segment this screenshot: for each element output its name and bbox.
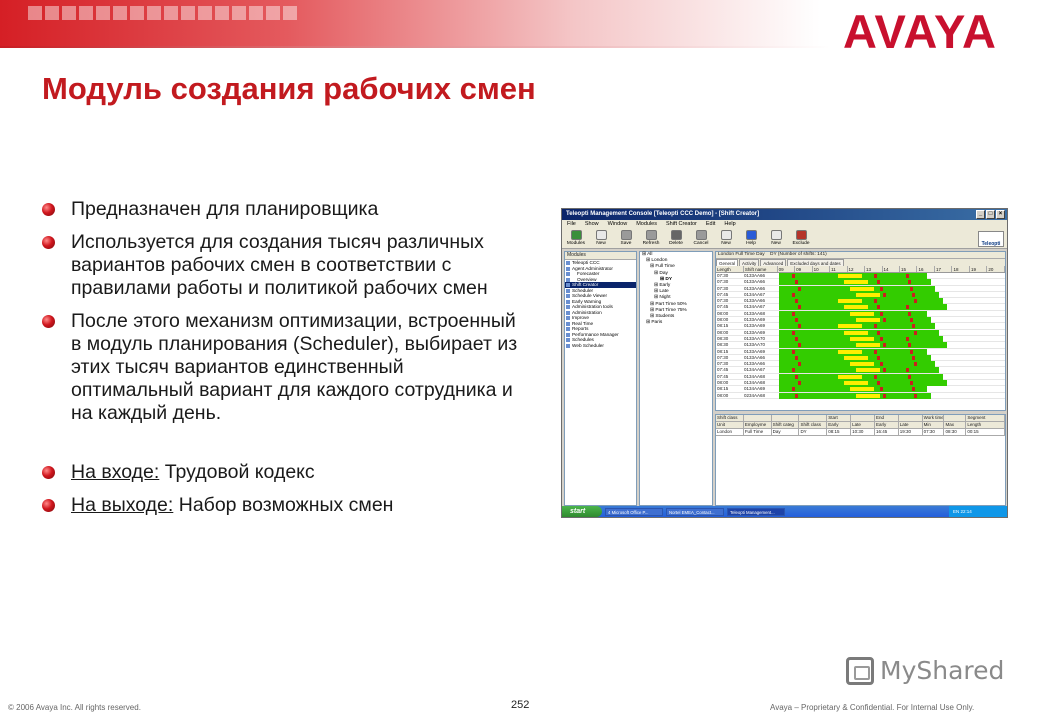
shift-break-marker <box>795 356 798 360</box>
maximize-icon[interactable]: □ <box>986 210 995 219</box>
shift-length: 08:15 <box>717 386 729 392</box>
lower-cell: 08:15 <box>827 429 851 435</box>
module-item[interactable]: Administration <box>565 310 636 316</box>
shift-length: 08:00 <box>717 392 729 398</box>
toolbar-button[interactable]: Exclude <box>791 230 811 247</box>
shift-break-marker <box>798 381 801 385</box>
shift-work-segment <box>779 317 931 323</box>
shift-bar <box>778 304 1005 309</box>
shift-break-marker <box>877 305 880 309</box>
watermark-text: MyShared <box>880 656 1005 685</box>
shift-break-marker <box>910 350 913 354</box>
shift-bar <box>778 298 1005 303</box>
shift-bar <box>778 355 1005 360</box>
shift-lunch-segment <box>838 350 862 354</box>
page-number: 252 <box>511 699 530 711</box>
toolbar <box>562 229 1007 249</box>
grid-tab[interactable]: Excluded days and dates <box>787 259 843 266</box>
tree-item[interactable]: ⊞ DY <box>660 276 673 282</box>
shift-break-marker <box>906 368 909 372</box>
shift-break-marker <box>792 368 795 372</box>
shift-break-marker <box>795 299 798 303</box>
shift-name: 0133AA66 <box>744 279 766 285</box>
bullet-icon <box>42 236 55 249</box>
taskbar-item[interactable]: Nortel EMEA_Contact... <box>666 508 724 516</box>
lower-cell: Shift class <box>716 415 744 421</box>
menu-item[interactable]: Show <box>584 221 599 227</box>
grid-column-header: 13 <box>865 266 882 272</box>
grid-column-header: 15 <box>900 266 917 272</box>
shift-break-marker <box>912 293 915 297</box>
grid-column-header: 14 <box>883 266 900 272</box>
tree-item[interactable]: ⊞ Part Time 75% <box>650 307 687 313</box>
lower-cell: 10:30 <box>851 429 875 435</box>
bullet-item: На выходе: Набор возможных смен <box>40 494 520 517</box>
toolbar-button[interactable]: Help <box>741 230 761 247</box>
shift-length: 07:30 <box>717 298 729 304</box>
module-item[interactable]: Real Time <box>565 321 636 327</box>
shift-bar <box>778 292 1005 297</box>
shift-break-marker <box>795 394 798 398</box>
shift-break-marker <box>883 318 886 322</box>
lower-cell: Shift class <box>799 422 827 428</box>
module-item[interactable]: Web Scheduler <box>565 343 636 349</box>
shift-break-marker <box>906 274 909 278</box>
module-item[interactable]: Improve <box>565 315 636 321</box>
toolbar-button[interactable]: Delete <box>666 230 686 247</box>
watermark-icon <box>846 657 874 685</box>
shift-name: 0133AA66 <box>744 273 766 278</box>
toolbar-icon <box>621 230 632 240</box>
tree-item[interactable]: ⊞ Students <box>650 314 675 320</box>
shift-name: 0133AA66 <box>744 354 766 360</box>
lower-cell <box>744 415 772 421</box>
minimize-icon[interactable]: _ <box>976 210 985 219</box>
shift-break-marker <box>792 387 795 391</box>
shift-break-marker <box>877 356 880 360</box>
bullet-icon <box>42 203 55 216</box>
shift-lunch-segment <box>844 280 868 284</box>
lower-cell: London <box>716 429 744 435</box>
shift-break-marker <box>880 337 883 341</box>
shift-grid-panel <box>715 251 1006 411</box>
menu-bar <box>562 220 1007 229</box>
toolbar-icon <box>771 230 782 240</box>
toolbar-icon <box>596 230 607 240</box>
shift-break-marker <box>880 362 883 366</box>
lower-cell: Start <box>827 415 851 421</box>
shift-name: 0133AA70 <box>744 335 766 341</box>
grid-tab[interactable]: Advanced <box>760 259 786 266</box>
tree-item[interactable]: ⊞ Paris <box>646 320 663 326</box>
lower-cell: 16:45 <box>875 429 899 435</box>
toolbar-button[interactable]: Cancel <box>691 230 711 247</box>
shift-break-marker <box>910 318 913 322</box>
lower-cell: 07:30 <box>923 429 945 435</box>
lower-cell: Employme <box>744 422 772 428</box>
shift-length: 07:30 <box>717 279 729 285</box>
shift-bar <box>778 323 1005 328</box>
shift-length: 07:45 <box>717 373 729 379</box>
shift-break-marker <box>914 299 917 303</box>
shift-break-marker <box>874 324 877 328</box>
menu-item[interactable]: File <box>567 221 576 227</box>
lower-cell <box>899 415 923 421</box>
modules-panel <box>564 251 637 506</box>
header-band <box>0 0 820 46</box>
lower-cell: DY <box>799 429 827 435</box>
shift-length: 07:45 <box>717 304 729 310</box>
shift-name: 0234AA68 <box>744 392 766 398</box>
shift-break-marker <box>914 394 917 398</box>
module-item[interactable]: Overview <box>565 277 636 283</box>
toolbar-icon <box>671 230 682 240</box>
app-screenshot <box>561 208 1008 518</box>
grid-column-header: 09 <box>778 266 795 272</box>
shift-lunch-segment <box>844 356 868 360</box>
window-titlebar: Teleopti Management Console [Teleopti CCC Demo] - [Shift Creator] _ □ × <box>562 209 1007 220</box>
shift-bar <box>778 361 1005 366</box>
module-item[interactable]: Agent Administrator <box>565 266 636 272</box>
shift-lunch-segment <box>844 381 868 385</box>
shift-bar <box>778 311 1005 316</box>
taskbar <box>562 506 1007 517</box>
shift-lunch-segment <box>838 375 862 379</box>
shift-break-marker <box>912 324 915 328</box>
grid-column-header: 11 <box>830 266 847 272</box>
shift-break-marker <box>795 318 798 322</box>
grid-column-header: 12 <box>848 266 865 272</box>
shift-break-marker <box>914 362 917 366</box>
module-item[interactable]: Early Warning <box>565 299 636 305</box>
shift-break-marker <box>792 312 795 316</box>
toolbar-button[interactable]: Refresh <box>641 230 661 247</box>
shift-bar <box>778 393 1005 398</box>
module-item[interactable]: Scheduler <box>565 288 636 294</box>
grid-column-header: 16 <box>917 266 934 272</box>
lower-cell: Length <box>966 422 1005 428</box>
shift-lunch-segment <box>838 274 862 278</box>
grid-column-header: Length <box>716 266 744 272</box>
lower-cell <box>799 415 827 421</box>
grid-column-header: 18 <box>952 266 969 272</box>
shift-break-marker <box>798 324 801 328</box>
shift-break-marker <box>877 280 880 284</box>
bullet-icon <box>42 466 55 479</box>
shift-length: 07:30 <box>717 273 729 278</box>
header-rule <box>0 46 830 48</box>
toolbar-button[interactable]: New <box>716 230 736 247</box>
lower-cell <box>944 415 966 421</box>
shift-bar <box>778 380 1005 385</box>
tree-item[interactable]: ⊞ London <box>646 258 668 264</box>
lower-cell: Early <box>875 422 899 428</box>
tree-item[interactable]: ⊞ Day <box>654 270 668 276</box>
shift-break-marker <box>912 387 915 391</box>
shift-break-marker <box>880 287 883 291</box>
toolbar-icon <box>646 230 657 240</box>
shift-lunch-segment <box>838 299 862 303</box>
shift-break-marker <box>874 274 877 278</box>
teleopti-badge: Teleopti <box>978 231 1004 247</box>
toolbar-button[interactable]: Save <box>616 230 636 247</box>
shift-lunch-segment <box>856 394 880 398</box>
shift-name: 0133AA69 <box>744 323 766 329</box>
lower-cell <box>851 415 875 421</box>
shift-break-marker <box>910 287 913 291</box>
shift-length: 08:30 <box>717 342 729 348</box>
shift-lunch-segment <box>856 293 880 297</box>
menu-item[interactable]: Edit <box>705 221 716 227</box>
shift-break-marker <box>795 375 798 379</box>
taskbar-item[interactable]: Teleopti Management... <box>727 508 785 516</box>
shift-name: 0133AA70 <box>744 342 766 348</box>
grid-tab[interactable]: General <box>716 259 738 266</box>
shift-bar <box>778 336 1005 341</box>
lower-cell: Unit <box>716 422 744 428</box>
module-item[interactable]: Reports <box>565 326 636 332</box>
shift-break-marker <box>874 375 877 379</box>
grid-header <box>716 266 1005 273</box>
module-item[interactable]: Teleopti CCC <box>565 260 636 266</box>
shift-length: 07:45 <box>717 291 729 297</box>
lower-cell: Min <box>923 422 945 428</box>
menu-item[interactable]: Shift Creator <box>666 221 697 227</box>
grid-column-header: 09 <box>795 266 812 272</box>
shift-break-marker <box>798 287 801 291</box>
shift-length: 07:30 <box>717 361 729 367</box>
module-item[interactable]: Schedules <box>565 337 636 343</box>
lower-cell: Early <box>827 422 851 428</box>
shift-name: 0133AA69 <box>744 329 766 335</box>
output-label: На выходе: <box>71 494 174 516</box>
shift-class-panel <box>715 414 1006 506</box>
watermark <box>846 656 1004 685</box>
bullet-item: Используется для создания тысяч различных вариантов рабочих смен в соответствии с правилами работы и политикой рабочих смен <box>40 231 520 300</box>
shift-tree-panel <box>639 251 713 506</box>
copyright: © 2006 Avaya Inc. All rights reserved. <box>8 703 141 712</box>
toolbar-icon <box>746 230 757 240</box>
tree-item[interactable]: ⊞ All <box>642 252 653 257</box>
shift-break-marker <box>798 362 801 366</box>
module-item[interactable]: Administration tools <box>565 304 636 310</box>
shift-lunch-segment <box>850 337 874 341</box>
shift-bar <box>778 349 1005 354</box>
shift-lunch-segment <box>850 287 874 291</box>
shift-break-marker <box>908 312 911 316</box>
shift-bar <box>778 330 1005 335</box>
shift-break-marker <box>795 280 798 284</box>
shift-lunch-segment <box>850 387 874 391</box>
lower-cell: Work time <box>923 415 944 420</box>
toolbar-icon <box>721 230 732 240</box>
input-label: На входе: <box>71 461 160 483</box>
grid-column-header: 20 <box>987 266 1004 272</box>
shift-break-marker <box>910 381 913 385</box>
shift-length: 08:00 <box>717 329 729 335</box>
module-item[interactable]: Performance Manager <box>565 332 636 338</box>
shift-name: 0134AA67 <box>744 367 766 373</box>
page-title: Модуль создания рабочих смен <box>42 71 536 106</box>
shift-name: 0133AA68 <box>744 310 766 316</box>
shift-break-marker <box>792 274 795 278</box>
shift-length: 08:15 <box>717 323 729 329</box>
bullet-item: После этого механизм оптимизации, встроенный в модуль планирования (Scheduler), выбирает из этих тысяч вариантов единственный оптимальный вариант для каждого сотрудника и на каждый день. <box>40 310 520 425</box>
grid-column-header: 10 <box>813 266 830 272</box>
shift-break-marker <box>883 293 886 297</box>
lower-cell: 00:15 <box>966 429 1005 435</box>
shift-break-marker <box>798 343 801 347</box>
shift-length: 07:30 <box>717 354 729 360</box>
shift-name: 0133AA66 <box>744 361 766 367</box>
bullet-icon <box>42 499 55 512</box>
shift-lunch-segment <box>844 305 868 309</box>
shift-break-marker <box>877 331 880 335</box>
bullet-item: Предназначен для планировщика <box>40 198 520 221</box>
lower-cell: 08:30 <box>944 429 966 435</box>
lower-cell: Max <box>944 422 966 428</box>
shift-break-marker <box>874 299 877 303</box>
menu-item[interactable]: Help <box>724 221 736 227</box>
menu-item[interactable]: Window <box>607 221 628 227</box>
bullet-icon <box>42 315 55 328</box>
shift-lunch-segment <box>850 312 874 316</box>
shift-bar <box>778 273 1005 278</box>
shift-name: 0134AA67 <box>744 304 766 310</box>
shift-break-marker <box>883 343 886 347</box>
shift-break-marker <box>792 331 795 335</box>
shift-lunch-segment <box>856 343 880 347</box>
shift-bar <box>778 374 1005 379</box>
taskbar-clock: EN 22:14 <box>949 506 1007 517</box>
avaya-logo: AVAYA <box>843 5 997 58</box>
header-squares <box>28 6 297 20</box>
shift-length: 08:00 <box>717 317 729 323</box>
bullet-list <box>40 198 520 527</box>
shift-name: 0134AA67 <box>744 291 766 297</box>
start-button[interactable]: start <box>562 506 602 517</box>
lower-cell: Late <box>851 422 875 428</box>
toolbar-icon <box>571 230 582 240</box>
toolbar-icon <box>796 230 807 240</box>
shift-name: 0134AA68 <box>744 373 766 379</box>
toolbar-button[interactable]: Modules <box>566 230 586 247</box>
shift-break-marker <box>914 331 917 335</box>
shift-break-marker <box>792 350 795 354</box>
tree-item[interactable]: ⊞ Part Time 50% <box>650 301 687 307</box>
lower-cell <box>772 415 800 421</box>
shift-lunch-segment <box>838 324 862 328</box>
lower-cell: Day <box>772 429 800 435</box>
close-icon[interactable]: × <box>996 210 1005 219</box>
tree-item[interactable]: ⊞ Night <box>654 295 671 301</box>
shift-name: 0133AA69 <box>744 348 766 354</box>
shift-break-marker <box>883 394 886 398</box>
lower-cell: End <box>875 415 899 421</box>
shift-break-marker <box>792 293 795 297</box>
shift-bar <box>778 279 1005 284</box>
lower-cell: Full Time <box>744 429 772 435</box>
shift-break-marker <box>908 280 911 284</box>
shift-name: 0134AA68 <box>744 380 766 386</box>
shift-length: 08:00 <box>717 310 729 316</box>
grid-column-header: 17 <box>935 266 952 272</box>
lower-cell: Late <box>899 422 923 428</box>
module-item[interactable]: Schedule Viewer <box>565 293 636 299</box>
shift-break-marker <box>912 356 915 360</box>
toolbar-button[interactable]: New <box>591 230 611 247</box>
toolbar-icon <box>696 230 707 240</box>
shift-break-marker <box>908 375 911 379</box>
lower-cell: Segment <box>966 415 1005 421</box>
confidential-note: Avaya – Proprietary & Confidential. For Internal Use Only. <box>770 703 975 712</box>
shift-lunch-segment <box>850 362 874 366</box>
tree-item[interactable]: ⊞ Early <box>654 283 671 289</box>
grid-column-header: 19 <box>970 266 987 272</box>
shift-lunch-segment <box>844 331 868 335</box>
grid-tabs <box>716 259 1005 266</box>
shift-length: 08:30 <box>717 335 729 341</box>
shift-break-marker <box>877 381 880 385</box>
table-row[interactable] <box>716 393 1005 399</box>
shift-lunch-segment <box>856 368 880 372</box>
modules-header: Modules <box>565 252 636 260</box>
shift-break-marker <box>798 305 801 309</box>
toolbar-button[interactable]: New <box>766 230 786 247</box>
grid-title: London Full Time Day DY (Number of shifts: 141) <box>716 252 1005 259</box>
shift-length: 07:30 <box>717 285 729 291</box>
shift-length: 08:00 <box>717 380 729 386</box>
shift-name: 0133AA69 <box>744 317 766 323</box>
module-item[interactable]: Shift Creator <box>565 282 636 288</box>
shift-break-marker <box>883 368 886 372</box>
shift-name: 0134AA69 <box>744 386 766 392</box>
shift-bar <box>778 386 1005 391</box>
lower-cell: 19:30 <box>899 429 923 435</box>
shift-bar <box>778 317 1005 322</box>
menu-item[interactable]: Modules <box>636 221 657 227</box>
lower-cell: Shift categ <box>772 422 800 428</box>
module-item[interactable]: Forecaster <box>565 271 636 277</box>
shift-lunch-segment <box>856 318 880 322</box>
tree-item[interactable]: ⊞ Late <box>654 289 669 295</box>
grid-tab[interactable]: Activity <box>739 259 759 266</box>
shift-break-marker <box>906 337 909 341</box>
taskbar-item[interactable]: 4 Microsoft Office P... <box>605 508 663 516</box>
shift-work-segment <box>779 393 931 399</box>
shift-bar <box>778 342 1005 347</box>
shift-break-marker <box>880 312 883 316</box>
shift-break-marker <box>874 350 877 354</box>
bullet-item: На входе: Трудовой кодекс <box>40 461 520 484</box>
grid-column-header: Shift name <box>744 266 778 272</box>
shift-bar <box>778 367 1005 372</box>
shift-length: 08:15 <box>717 348 729 354</box>
shift-length: 07:45 <box>717 367 729 373</box>
shift-break-marker <box>906 305 909 309</box>
tree-item[interactable]: ⊞ Full Time <box>650 264 675 270</box>
shift-name: 0133AA66 <box>744 285 766 291</box>
shift-name: 0133AA66 <box>744 298 766 304</box>
shift-break-marker <box>908 343 911 347</box>
shift-break-marker <box>880 387 883 391</box>
shift-bar <box>778 286 1005 291</box>
shift-break-marker <box>795 337 798 341</box>
